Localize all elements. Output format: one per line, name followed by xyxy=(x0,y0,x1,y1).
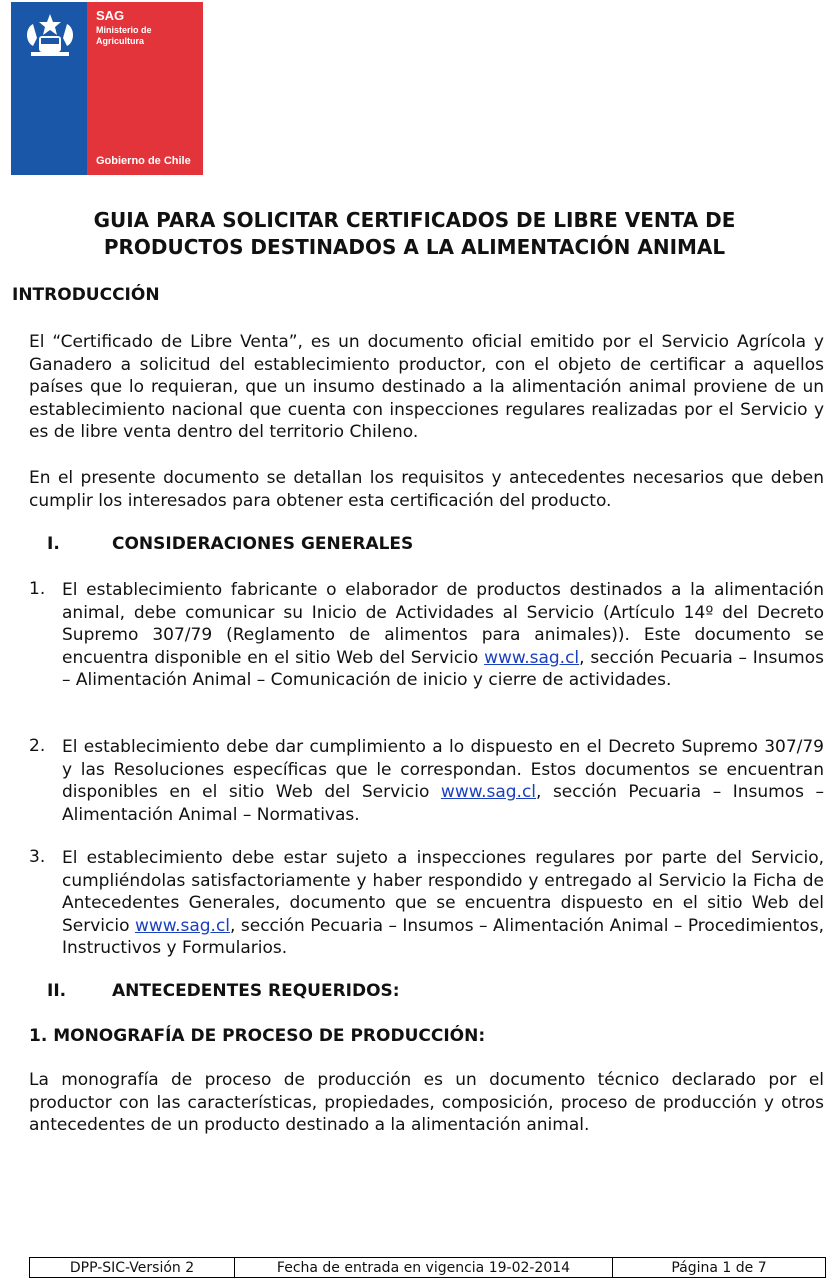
item2-sag-link[interactable]: www.sag.cl xyxy=(440,782,537,803)
item3-sag-link[interactable]: www.sag.cl xyxy=(134,915,231,936)
footer-table xyxy=(29,1257,826,1278)
item2-text-before: El establecimiento debe dar cumplimiento a lo dispuesto en el Decreto Supremo 307/79 y las Resoluciones específicas que le correspondan. Estos documentos se encuentran disponibles en el sitio Web del Servicio xyxy=(62,737,824,803)
intro-paragraph-1: El “Certificado de Libre Venta”, es un documento oficial emitido por el Servicio Agrícola y Ganadero a solicitud del establecimiento productor, con el objeto de certificar a aquellos países que lo requieran, que un insumo destinado a la alimentación animal proviene de un establecimiento nacional que cuenta con inspecciones regulares realizadas por el Servicio y es de libre venta dentro del territorio Chileno. xyxy=(29,332,824,443)
document-title-line2: PRODUCTOS DESTINADOS A LA ALIMENTACIÓN ANIMAL xyxy=(103,235,726,259)
footer-date: Fecha de entrada en vigencia 19-02-2014 xyxy=(235,1258,613,1277)
section2-heading: ANTECEDENTES REQUERIDOS: xyxy=(112,981,400,1001)
item1-text-before: El establecimiento fabricante o elaborador de productos destinados a la alimentación animal, debe comunicar su Inicio de Actividades al Servicio (Artículo 14º del Decreto Supremo 307/79 (Reglamento de alimentos para animales)). Este documento se encuentra disponible en el sitio Web del Servicio xyxy=(62,580,824,668)
sag-logo xyxy=(11,2,203,175)
section2-numeral: II. xyxy=(47,981,67,1001)
coat-of-arms-icon xyxy=(19,8,81,60)
item1-text-after: , sección Pecuaria – Insumos – Alimentación Animal – Comunicación de inicio y cierre de actividades. xyxy=(62,647,824,691)
logo-ministry: Ministerio de Agricultura xyxy=(96,25,152,46)
item2-text xyxy=(62,736,824,826)
footer-version: DPP-SIC-Versión 2 xyxy=(30,1258,235,1277)
item2-text-after: , sección Pecuaria – Insumos – Alimentación Animal – Normativas. xyxy=(62,782,824,825)
section1-numeral: I. xyxy=(47,534,60,554)
item1-text xyxy=(62,579,824,692)
item1-number: 1. xyxy=(29,579,46,599)
intro-paragraph-2: En el presente documento se detallan los requisitos y antecedentes necesarios que deben cumplir los interesados para obtener esta certificación del producto. xyxy=(29,468,824,511)
section1-heading: CONSIDERACIONES GENERALES xyxy=(112,534,414,554)
intro-heading: INTRODUCCIÓN xyxy=(12,285,160,305)
item2-number: 2. xyxy=(29,736,46,756)
logo-brand: SAG xyxy=(96,8,125,23)
item3-text xyxy=(62,847,824,960)
footer-page: Página 1 de 7 xyxy=(671,1259,767,1276)
subsection1-text: La monografía de proceso de producción es un documento técnico declarado por el productor con las características, propiedades, composición, proceso de producción y otros antecedentes de un producto destinado a la alimentación animal. xyxy=(29,1070,824,1136)
item3-text-before: El establecimiento debe estar sujeto a inspecciones regulares por parte del Servicio, cumpliéndolas satisfactoriamente y haber respondido y entregado al Servicio la Ficha de Antecedentes Generales, documento que se encuentra dispuesto en el sitio Web del Servicio xyxy=(62,848,824,936)
item3-number: 3. xyxy=(29,847,46,867)
document-title-line1: GUIA PARA SOLICITAR CERTIFICADOS DE LIBRE VENTA DE xyxy=(93,208,736,232)
item1-sag-link[interactable]: www.sag.cl xyxy=(484,647,580,668)
logo-government: Gobierno de Chile xyxy=(96,155,191,167)
subsection1-heading: 1. MONOGRAFÍA DE PROCESO DE PRODUCCIÓN: xyxy=(29,1026,486,1046)
logo-blue-panel xyxy=(11,2,87,175)
item3-text-after: , sección Pecuaria – Insumos – Alimentación Animal – Procedimientos, Instructivos y Formularios. xyxy=(62,915,824,959)
logo-red-panel xyxy=(87,2,203,175)
